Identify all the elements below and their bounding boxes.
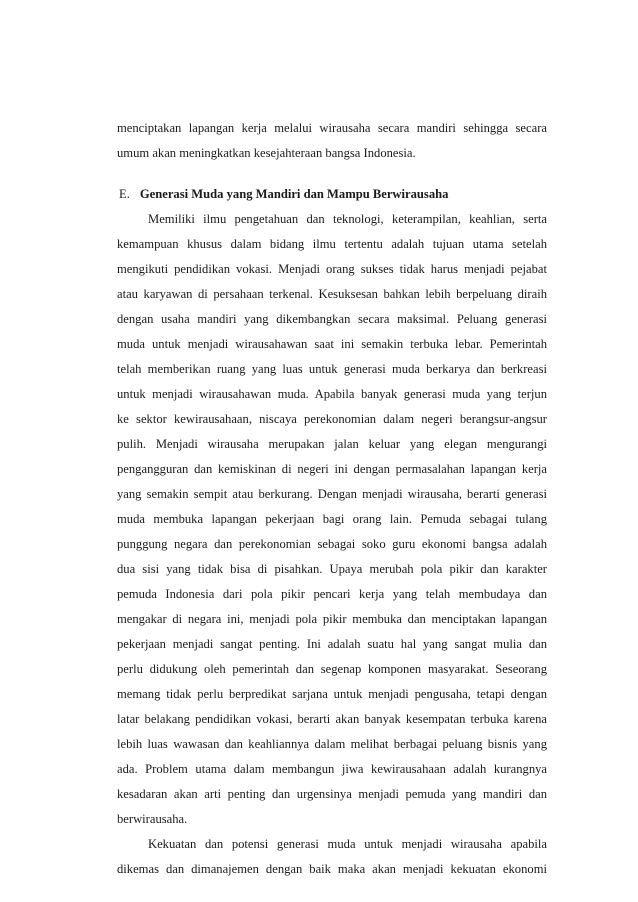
- paragraph-line: mengikuti pendidikan vokasi. Menjadi orang sukses tidak harus menjadi pejabat: [117, 262, 547, 276]
- paragraph-line: pengangguran dan kemiskinan di negeri ini dengan permasalahan lapangan kerja: [117, 462, 547, 476]
- paragraph-line: yang semakin sempit atau berkurang. Dengan menjadi wirausaha, berarti generasi: [117, 487, 547, 501]
- paragraph-line: mengakar di negara ini, menjadi pola pikir membuka dan menciptakan lapangan: [117, 612, 547, 626]
- section-letter: E.: [119, 187, 130, 201]
- paragraph-line: dengan usaha mandiri yang dikembangkan secara maksimal. Peluang generasi: [117, 312, 547, 326]
- paragraph-line: kesadaran akan arti penting dan urgensinya menjadi pemuda yang mandiri dan: [117, 787, 547, 801]
- paragraph-line: atau karyawan di persahaan terkenal. Kesuksesan bahkan lebih berpeluang diraih: [117, 287, 547, 301]
- intro-line: menciptakan lapangan kerja melalui wirausaha secara mandiri sehingga secara: [117, 121, 547, 135]
- paragraph-line: pekerjaan menjadi sangat penting. Ini adalah suatu hal yang sangat mulia dan: [117, 637, 547, 651]
- paragraph-line: untuk menjadi wirausahawan muda. Apabila banyak generasi muda yang terjun: [117, 387, 547, 401]
- paragraph-line: dikemas dan dimanajemen dengan baik maka akan menjadi kekuatan ekonomi: [117, 862, 547, 876]
- intro-line: umum akan meningkatkan kesejahteraan bangsa Indonesia.: [117, 146, 416, 160]
- paragraph-line: pemuda Indonesia dari pola pikir pencari kerja yang telah membudaya dan: [117, 587, 547, 601]
- section-heading: [119, 186, 549, 202]
- paragraph-line: Kekuatan dan potensi generasi muda untuk menjadi wirausaha apabila: [148, 837, 547, 851]
- paragraph-line: ada. Problem utama dalam membangun jiwa kewirausahaan adalah kurangnya: [117, 762, 547, 776]
- paragraph-line: muda untuk menjadi wirausahawan saat ini semakin terbuka lebar. Pemerintah: [117, 337, 547, 351]
- section-title: Generasi Muda yang Mandiri dan Mampu Berwirausaha: [139, 187, 449, 201]
- paragraph-line: Memiliki ilmu pengetahuan dan teknologi, keterampilan, keahlian, serta: [148, 212, 547, 226]
- paragraph-line: muda membuka lapangan pekerjaan bagi orang lain. Pemuda sebagai tulang: [117, 512, 547, 526]
- paragraph-line: pulih. Menjadi wirausaha merupakan jalan keluar yang elegan mengurangi: [117, 437, 547, 451]
- paragraph-line: latar belakang pendidikan vokasi, berarti akan banyak kesempatan terbuka karena: [117, 712, 547, 726]
- paragraph-line: dua sisi yang tidak bisa di pisahkan. Upaya merubah pola pikir dan karakter: [117, 562, 547, 576]
- paragraph-line: lebih luas wawasan dan keahliannya dalam melihat berbagai peluang bisnis yang: [117, 737, 547, 751]
- paragraph-line: memang tidak perlu berpredikat sarjana untuk menjadi pengusaha, tetapi dengan: [117, 687, 547, 701]
- paragraph-line: punggung negara dan perekonomian sebagai soko guru ekonomi bangsa adalah: [117, 537, 547, 551]
- paragraph-line: telah memberikan ruang yang luas untuk generasi muda berkarya dan berkreasi: [117, 362, 547, 376]
- paragraph-line: berwirausaha.: [117, 812, 188, 826]
- paragraph-line: perlu didukung oleh pemerintah dan segenap komponen masyarakat. Seseorang: [117, 662, 547, 676]
- paragraph-line: kemampuan khusus dalam bidang ilmu tertentu adalah tujuan utama setelah: [117, 237, 547, 251]
- paragraph-line: ke sektor kewirausahaan, niscaya perekonomian dalam negeri berangsur-angsur: [117, 412, 547, 426]
